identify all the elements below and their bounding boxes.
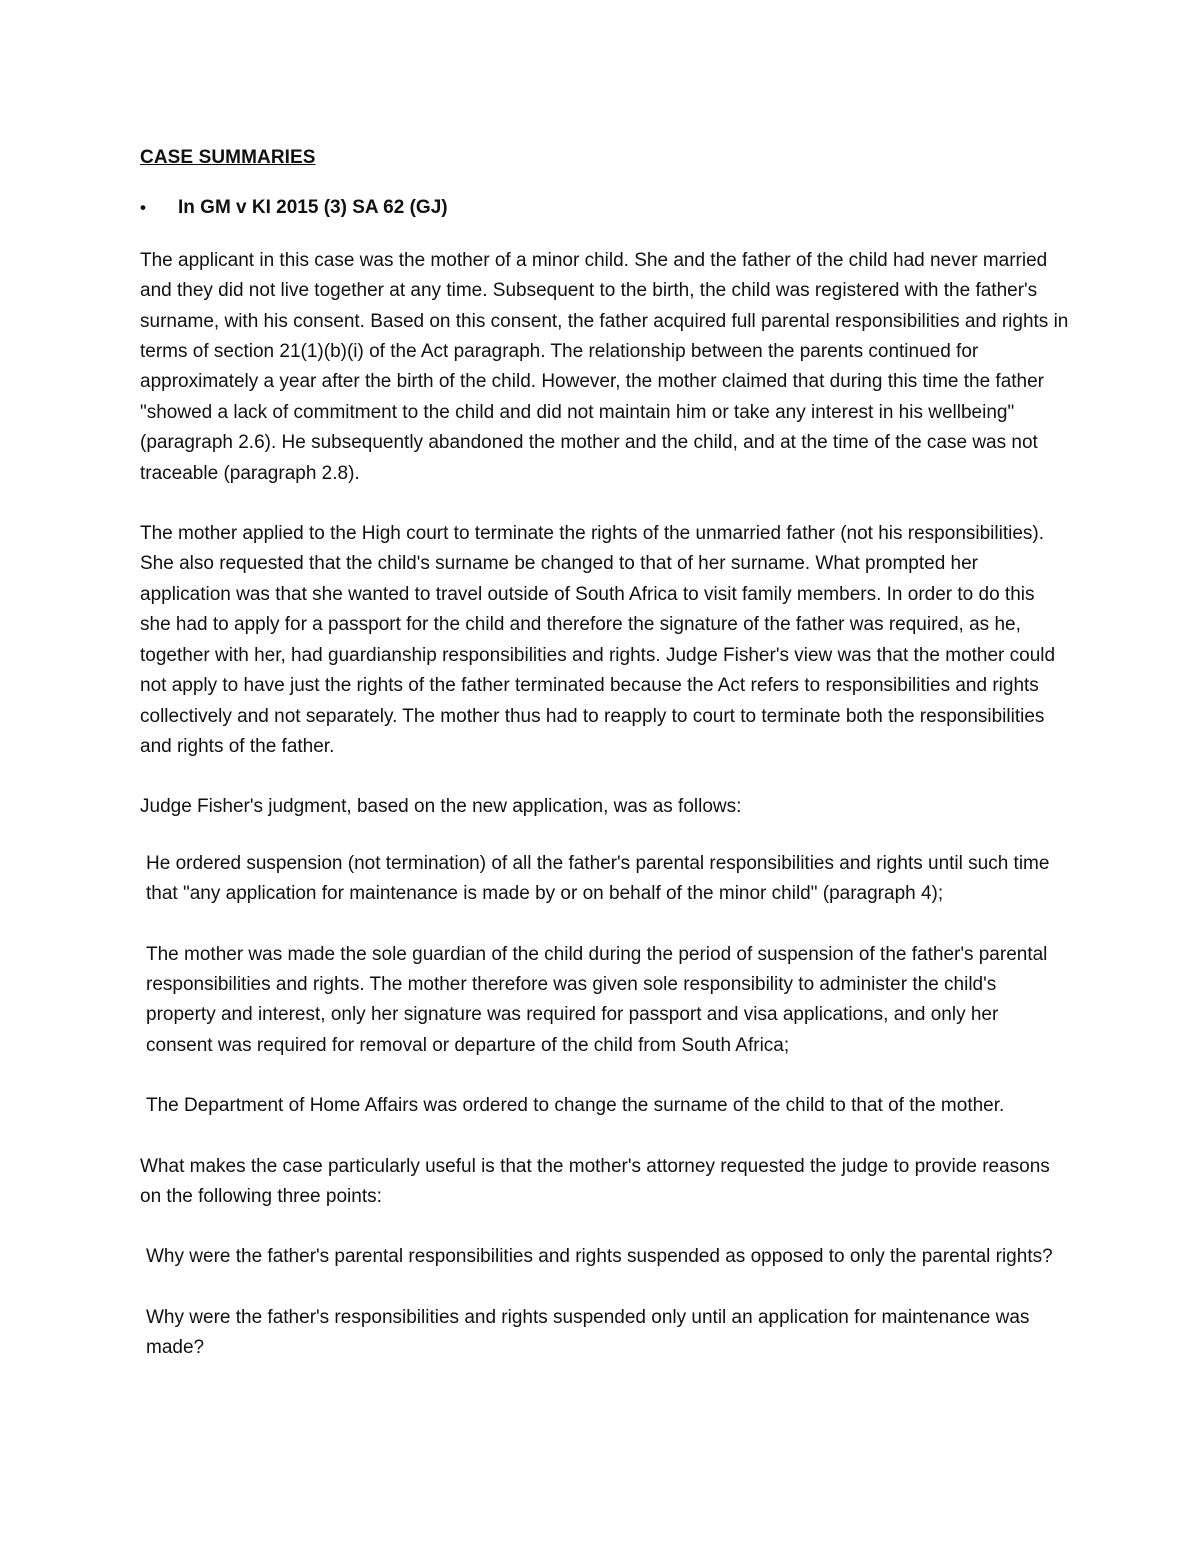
paragraph-judgment-intro: Judge Fisher's judgment, based on the new application, was as follows: — [140, 796, 742, 818]
case-citation-item — [140, 193, 1070, 223]
paragraph-order-surname: The Department of Home Affairs was ordered to change the surname of the child to that of the mother. — [146, 1095, 1005, 1117]
paragraph-order-guardian: The mother was made the sole guardian of the child during the period of suspension of the father's parental responsibilities and rights. The mother therefore was given sole responsibility to administer the child's property and interest, only her signature was required for passport and visa applications, and only her consent was required for removal or departure of the child from South Africa; — [146, 943, 1048, 1056]
bullet-icon: • — [140, 198, 146, 218]
paragraph-order-suspension: He ordered suspension (not termination) of all the father's parental responsibilities and rights until such time that "any application for maintenance is made by or on behalf of the minor child" (paragraph 4); — [146, 852, 1050, 905]
paragraph-facts: The applicant in this case was the mother of a minor child. She and the father of the child had never married and they did not live together at any time. Subsequent to the birth, the child was registered with the father's surname, with his consent. Based on this consent, the father acquired full parental responsibilities and rights in terms of section 21(1)(b)(i) of the Act paragraph. The relationship between the parents continued for approximately a year after the birth of the child. However, the mother claimed that during this time the father "showed a lack of commitment to the child and did not maintain him or take any interest in his wellbeing" (paragraph 2.6). He subsequently abandoned the mother and the child, and at the time of the case was not traceable (paragraph 2.8). — [140, 249, 1069, 484]
case-citation: In GM v KI 2015 (3) SA 62 (GJ) — [178, 197, 448, 219]
paragraph-reasons-intro: What makes the case particularly useful is that the mother's attorney requested the judge to provide reasons on the following three points: — [140, 1155, 1050, 1207]
section-heading: CASE SUMMARIES — [140, 147, 316, 168]
paragraph-application: The mother applied to the High court to terminate the rights of the unmarried father (not his responsibilities). She also requested that the child's surname be changed to that of her surname. What prompted her application was that she wanted to travel outside of South Africa to visit family members. In order to do this she had to apply for a passport for the child and therefore the signature of the father was required, as he, together with her, had guardianship responsibilities and rights. Judge Fisher's view was that the mother could not apply to have just the rights of the father terminated because the Act refers to responsibilities and rights collectively and not separately. The mother thus had to reapply to court to terminate both the responsibilities and rights of the father. — [140, 523, 1056, 757]
paragraph-question-1: Why were the father's parental responsibilities and rights suspended as opposed to only the parental rights? — [146, 1246, 1053, 1268]
paragraph-question-2: Why were the father's responsibilities and rights suspended only until an application for maintenance was made? — [146, 1306, 1030, 1359]
document-body — [140, 143, 1070, 1394]
